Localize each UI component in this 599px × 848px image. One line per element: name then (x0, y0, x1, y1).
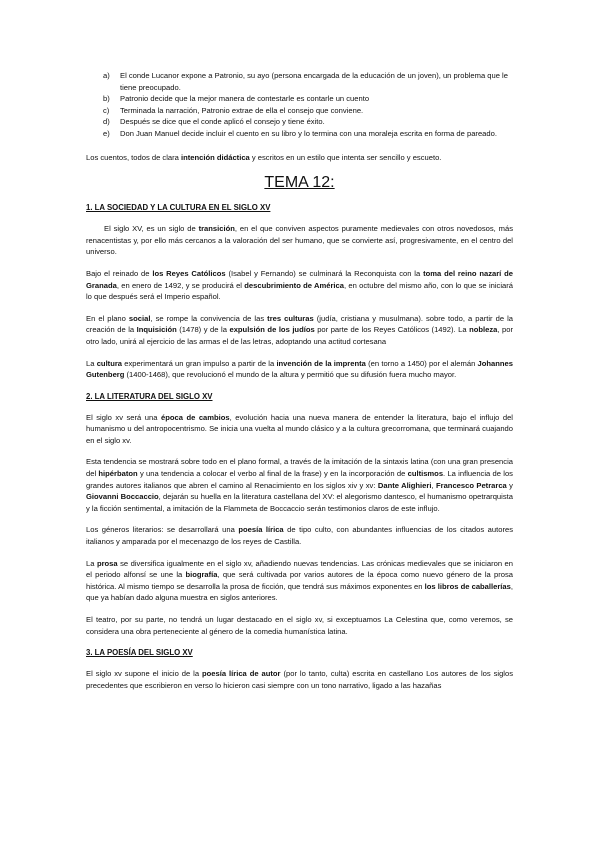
paragraph: La cultura experimentará un gran impulso a partir de la invención de la imprenta (en torno a 1450) por el alemán Johannes Gutenberg (1400-1468), que revolucionó el mundo de la altura y permitió que su difusión fuera mucho mayor. (86, 358, 513, 380)
list-text: El conde Lucanor expone a Patronio, su ayo (persona encargada de la educación de un joven), un problema que le tiene preocupado. (120, 71, 508, 92)
list-item (86, 105, 513, 117)
highlight-term: social (128, 313, 151, 323)
highlight-term: época de cambios (160, 412, 230, 422)
highlight-term: transición (198, 224, 235, 234)
paragraph: El teatro, por su parte, no tendrá un lugar destacado en el siglo xv, si exceptuamos La Celestina que, como veremos, se considera una obra perteneciente al género de la comedia humanística latina. (86, 615, 513, 636)
highlight-term: expulsión de los judíos (229, 325, 315, 335)
list-marker: e) (103, 128, 110, 138)
highlight-term: los libros de caballerías (424, 581, 511, 591)
highlight-term: Dante Alighieri (377, 480, 432, 490)
list-marker: a) (103, 71, 110, 80)
list-marker: c) (103, 105, 110, 115)
highlight-term: nobleza (469, 325, 498, 335)
highlight-term: los Reyes Católicos (152, 268, 226, 278)
paragraph: El siglo xv supone el inicio de la poesía lírica de autor (por lo tanto, culta) escrita en castellano Los autores de los siglos precedentes que escribieron en verso lo hicieron casi siempre con un tono narrativo, ligado a las hazañas (86, 669, 514, 690)
paragraph: El siglo XV, es un siglo de transición, en el que conviven aspectos puramente medievales con otros novedosos, más renacentistas y, por ello más cercanos a la valoración del ser humano, que se convierte así, progresivamente, en el centro del universo. (86, 224, 513, 257)
highlight-term: toma del reino nazarí de Granada (86, 268, 514, 290)
list-text: Después se dice que el conde aplicó el consejo y tiene éxito. (120, 117, 325, 127)
paragraph: Los géneros literarios: se desarrollará una poesía lírica de tipo culto, con abundantes influencias de los citados autores italianos y amparada por el mecenazgo de los reyes de Castilla. (86, 525, 513, 547)
highlight-term: Johannes Gutenberg (86, 358, 513, 380)
highlight-term: biografía (185, 570, 218, 580)
list-text: Terminada la narración, Patronio extrae de ella el consejo que conviene. (120, 105, 364, 115)
list-item (86, 70, 513, 93)
paragraph: El siglo xv será una época de cambios, evolución hacia una nueva manera de entender la literatura, bajo el influjo del humanismo u del antropocentrismo. Se inicia una vuelta al mundo clásico y a la cultura grecorromana, que terminará cuajando en el siglo xv. (86, 412, 513, 445)
list-marker: b) (103, 94, 110, 104)
list-marker: d) (103, 117, 110, 127)
section-heading: 2. LA LITERATURA DEL SIGLO XV (86, 391, 213, 401)
highlight-term: Giovanni Boccaccio (86, 492, 159, 502)
highlight-term: intención didáctica (180, 152, 250, 162)
intro-list (86, 70, 513, 140)
highlight-term: cultura (96, 358, 123, 368)
section-heading: 1. LA SOCIEDAD Y LA CULTURA EN EL SIGLO XV (86, 203, 271, 213)
highlight-term: Francesco Petrarca (435, 480, 507, 490)
highlight-term: poesía lírica (238, 525, 284, 535)
highlight-term: prosa (96, 558, 118, 568)
list-item (86, 116, 513, 128)
section-heading: 3. LA POESÍA DEL SIGLO XV (86, 648, 193, 658)
list-text: Patronio decide que la mejor manera de contestarle es contarle un cuento (120, 94, 370, 104)
highlight-term: invención de la imprenta (276, 358, 366, 368)
highlight-term: poesía lírica de autor (202, 669, 281, 679)
page-title: TEMA 12: (264, 174, 335, 192)
highlight-term: Inquisición (136, 325, 177, 335)
highlight-term: descubrimiento de América (244, 280, 344, 290)
paragraph: En el plano social, se rompe la convivencia de las tres culturas (judía, cristiana y musulmana). sobre todo, a partir de la creación de la Inquisición (1478) y de la expulsión de los judíos por parte de los Reyes Católicos (1492). La nobleza, por otro lado, unirá al ejercicio de las armas el de las letras, adoptando una actitud cortesana (86, 313, 514, 346)
paragraph: Bajo el reinado de los Reyes Católicos (Isabel y Fernando) se culminará la Reconquista con la toma del reino nazarí de Granada, en enero de 1492, y se producirá el descubrimiento de América, en octubre del mismo año, con lo que se iniciará lo que después será el Imperio español. (86, 268, 514, 302)
list-text: Don Juan Manuel decide incluir el cuento en su libro y lo termina con una moraleja escrita en forma de pareado. (120, 128, 497, 138)
highlight-term: cultismos (407, 469, 444, 479)
highlight-term: tres culturas (267, 313, 314, 323)
list-item (86, 128, 513, 140)
paragraph-cuentos: Los cuentos, todos de clara intención didáctica y escritos en un estilo que intenta ser sencillo y escueto. (86, 152, 442, 162)
highlight-term: hipérbaton (98, 469, 138, 479)
paragraph: Esta tendencia se mostrará sobre todo en el plano formal, a través de la imitación de la sintaxis latina (con una gran presencia del hipérbaton y una tendencia a colocar el verbo al final de la frase) y en la incorporación de cultismos. La influencia de los grandes autores italianos que abren el camino al Renacimiento en los siglos xiv y xv: Dante Alighieri, Francesco Petrarca y Giovanni Boccaccio, dejarán su huella en la literatura castellana del XV: el alegorismo dantesco, el humanismo opetrarquista y la ficción sentimental, a imitación de la Flammeta de Boccaccio serán testimonios claros de este influjo. (86, 457, 513, 513)
paragraph: La prosa se diversifica igualmente en el siglo xv, añadiendo nuevas tendencias. Las crónicas medievales que se iniciaron en el periodo alfonsí se une la biografía, que será cultivada por varios autores de la época como nuevo género de la prosa histórica. Al mismo tiempo se desarrolla la prosa de ficción, que tendrá sus máximos exponentes en los libros de caballerías, que ya habían dado alguna muestra en siglos anteriores. (86, 558, 513, 603)
list-item (86, 93, 513, 105)
